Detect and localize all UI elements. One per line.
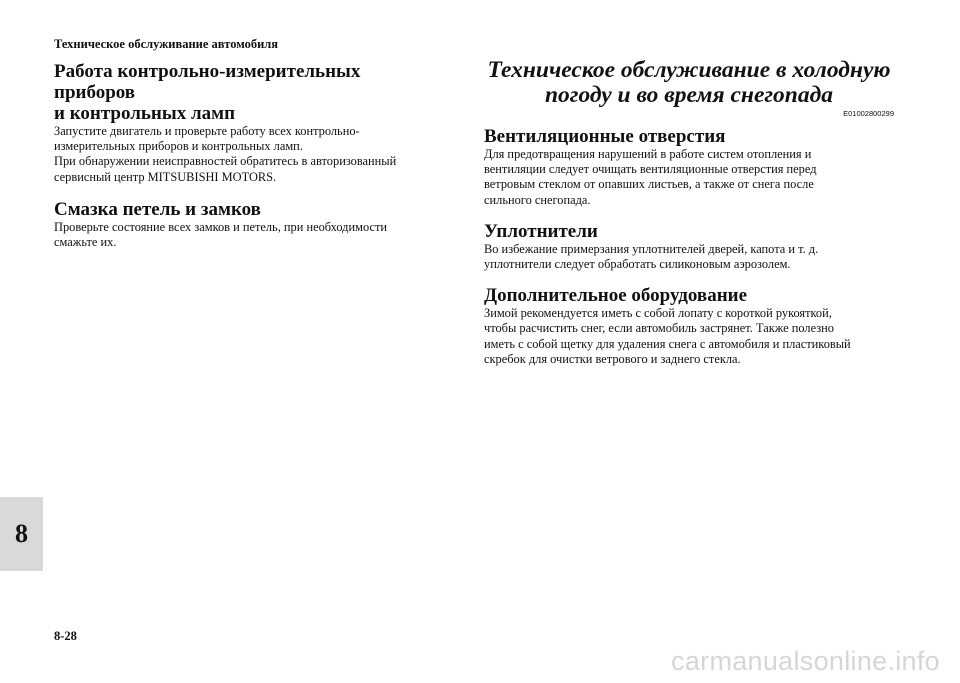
text-line: Проверьте состояние всех замков и петель, при необходимости xyxy=(54,219,388,234)
section-hinges-locks xyxy=(54,199,438,250)
text-line: Для предотвращения нарушений в работе систем отопления и xyxy=(484,147,812,161)
text-line: уплотнители следует обработать силиконовым аэрозолем. xyxy=(484,257,791,272)
text-line: Зимой рекомендуется иметь с собой лопату с короткой рукояткой, xyxy=(484,306,832,321)
header-title: Техническое обслуживание автомобиля xyxy=(54,37,279,51)
paragraph xyxy=(54,220,438,250)
paragraph xyxy=(484,147,894,208)
document-code: E01002800299 xyxy=(843,109,894,118)
text-line: чтобы расчистить снег, если автомобиль застрянет. Также полезно xyxy=(484,321,834,336)
title-line: погоду и во время снегопада xyxy=(544,82,834,108)
text-line: Запустите двигатель и проверьте работу всех контрольно- xyxy=(54,124,360,138)
text-line: измерительных приборов и контрольных ламп. xyxy=(54,139,303,154)
chapter-tab: 8 xyxy=(0,497,43,571)
text-line: При обнаружении неисправностей обратитесь в авторизованный xyxy=(54,154,397,169)
paragraph xyxy=(54,124,438,185)
text-line: смажьте их. xyxy=(54,235,117,250)
section-heading: Смазка петель и замков xyxy=(54,198,261,220)
title-line: Техническое обслуживание в холодную xyxy=(487,57,891,83)
section-vents xyxy=(484,126,894,208)
paragraph xyxy=(484,242,894,272)
text-line: сильного снегопада. xyxy=(484,192,591,207)
left-column xyxy=(54,61,438,264)
text-line: сервисный центр MITSUBISHI MOTORS. xyxy=(54,169,277,184)
text-line: вентиляции следует очищать вентиляционные отверстия перед xyxy=(484,162,817,177)
heading-line: и контрольных ламп xyxy=(54,103,236,124)
section-heading xyxy=(54,61,438,124)
text-line: иметь с собой щетку для удаления снега с автомобиля и пластиковый xyxy=(484,336,851,351)
text-line: ветровым стеклом от опавших листьев, а также от снега после xyxy=(484,177,814,192)
section-heading: Дополнительное оборудование xyxy=(484,285,748,307)
text-line: Во избежание примерзания уплотнителей дверей, капота и т. д. xyxy=(484,241,819,256)
section-extra-equipment xyxy=(484,285,894,367)
watermark: carmanualsonline.info xyxy=(671,646,940,676)
text-line: скребок для очистки ветрового и заднего стекла. xyxy=(484,351,741,366)
heading-line: Работа контрольно-измерительных приборов xyxy=(54,61,361,103)
chapter-section-title xyxy=(484,58,894,108)
section-heading: Уплотнители xyxy=(484,220,598,242)
right-column xyxy=(484,58,894,380)
paragraph xyxy=(484,306,894,367)
section-instruments xyxy=(54,61,438,185)
section-heading: Вентиляционные отверстия xyxy=(484,126,726,147)
section-seals xyxy=(484,221,894,272)
page-number: 8-28 xyxy=(54,629,77,643)
